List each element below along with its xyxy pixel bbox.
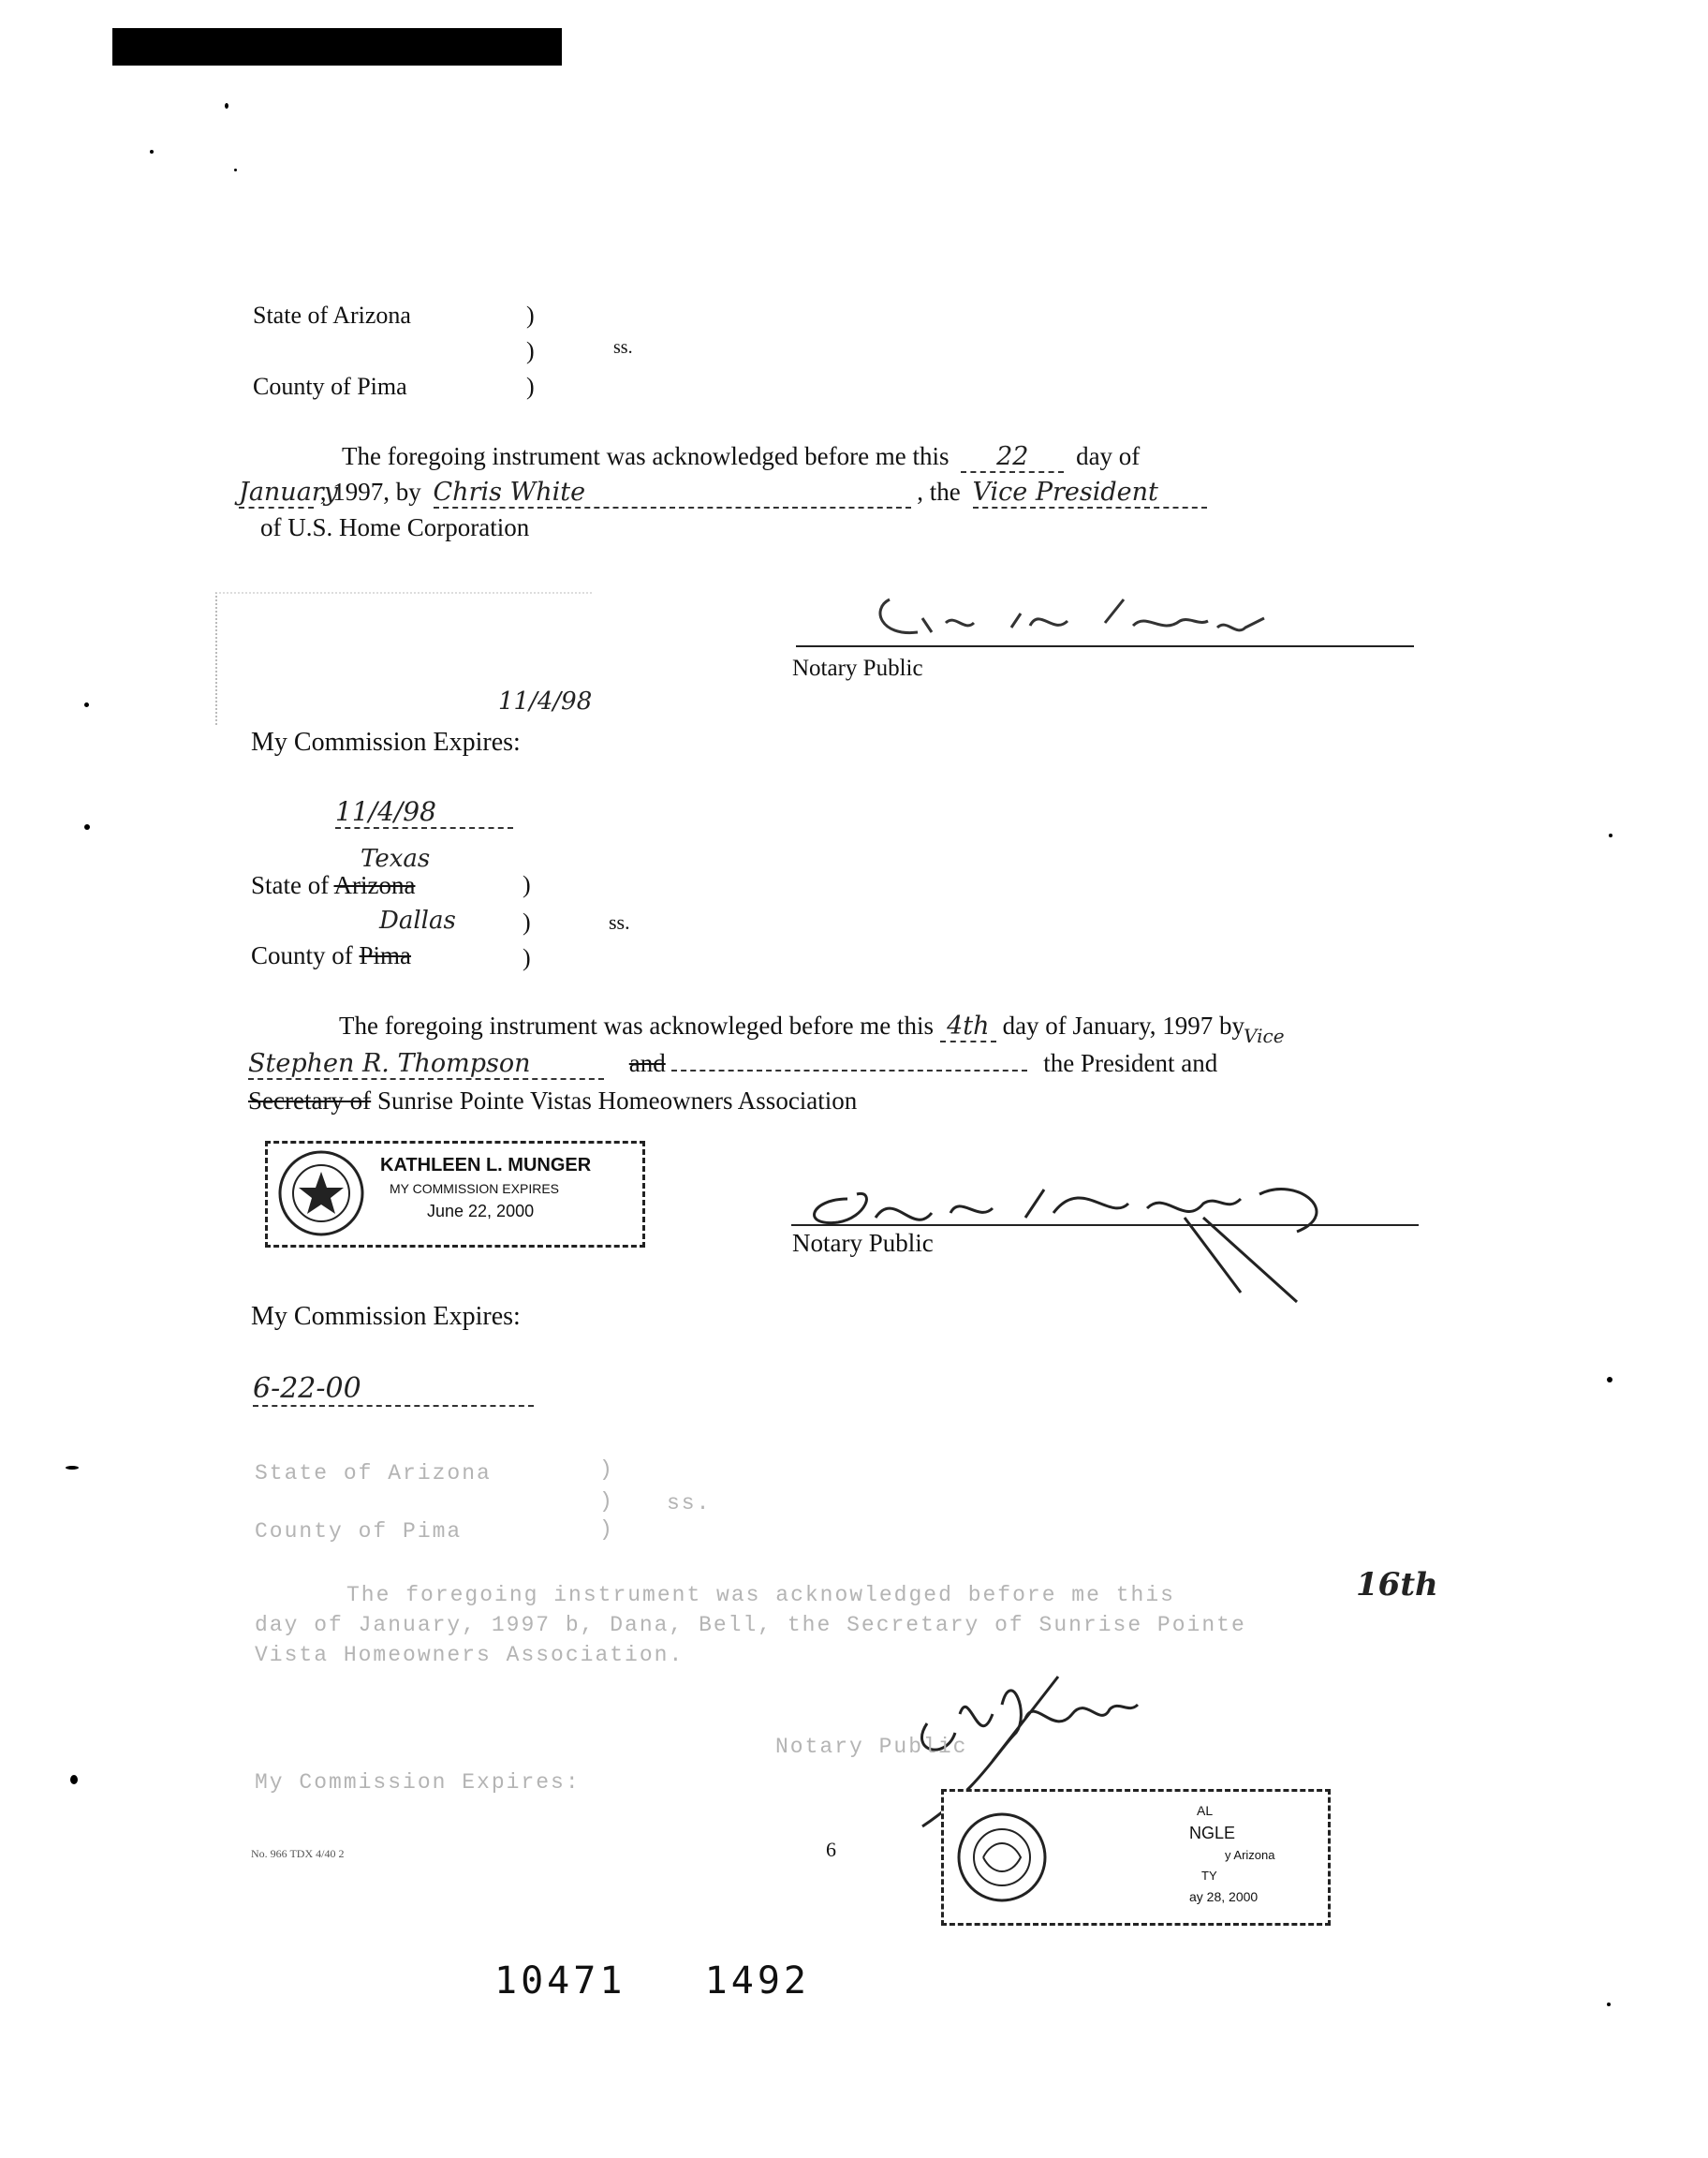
handwritten-signer: Chris White bbox=[434, 478, 911, 509]
ack-line-b3-3: Vista Homeowners Association. bbox=[255, 1643, 685, 1667]
scan-speck bbox=[70, 1775, 78, 1784]
commission-expires-label-2: My Commission Expires: bbox=[251, 1302, 521, 1331]
association-name: Sunrise Pointe Vistas Homeowners Association bbox=[376, 1086, 858, 1115]
county-label-2 bbox=[251, 941, 411, 970]
county-label-1: County of Pima bbox=[253, 373, 407, 400]
redaction-bar bbox=[112, 28, 562, 66]
and-struck: and bbox=[628, 1049, 666, 1077]
notary-signature-3 bbox=[824, 1648, 1199, 1808]
seal-date: 11/4/98 bbox=[498, 687, 593, 716]
paren: ) bbox=[523, 909, 531, 936]
notary-public-label-1: Notary Public bbox=[792, 656, 923, 681]
county-prefix: County of bbox=[251, 941, 353, 969]
paren: ) bbox=[523, 871, 531, 898]
stamp3-line3: y Arizona bbox=[1225, 1848, 1275, 1862]
ack-text-b: day of January, 1997 by bbox=[1002, 1012, 1245, 1040]
notary-signature-1 bbox=[796, 581, 1414, 656]
scan-speck bbox=[150, 150, 154, 154]
form-number: No. 966 TDX 4/40 2 bbox=[251, 1847, 345, 1860]
commission-expires-label-1: My Commission Expires: bbox=[251, 728, 521, 757]
state-label-1: State of Arizona bbox=[253, 302, 411, 329]
ack-line-b2-2 bbox=[248, 1049, 1217, 1080]
commission-expires-label-3: My Commission Expires: bbox=[255, 1770, 581, 1795]
ack-line-b2-3 bbox=[248, 1086, 857, 1116]
state-handwritten: Texas bbox=[361, 845, 431, 873]
day-of-text: day of bbox=[1076, 442, 1141, 470]
recording-number: 10471 1492 bbox=[494, 1959, 810, 2003]
the-text: , the bbox=[917, 478, 961, 506]
ack-line-b2-1 bbox=[339, 1012, 1244, 1042]
stamp3-line5: ay 28, 2000 bbox=[1189, 1889, 1259, 1904]
handwritten-day-3: 16th bbox=[1356, 1566, 1438, 1604]
scan-speck bbox=[225, 103, 228, 109]
ack-text-a: The foregoing instrument was acknowleged before me this bbox=[339, 1012, 935, 1040]
ss-label-1: ss. bbox=[613, 337, 633, 358]
commission-expires-date-2: 6-22-00 bbox=[253, 1372, 534, 1407]
state-label-3: State of Arizona bbox=[255, 1461, 492, 1485]
scan-speck bbox=[1607, 1377, 1612, 1382]
paren: ) bbox=[526, 302, 535, 329]
scan-speck bbox=[1607, 2003, 1611, 2006]
scan-speck bbox=[1609, 834, 1612, 837]
scan-speck bbox=[234, 169, 237, 171]
ack-line-1 bbox=[342, 442, 1140, 473]
state-label-2 bbox=[251, 871, 415, 900]
state-prefix: State of bbox=[251, 871, 330, 899]
ss-label-3: ss. bbox=[667, 1491, 712, 1515]
notary-seal-icon bbox=[955, 1811, 1049, 1904]
paren: ) bbox=[523, 944, 531, 971]
notary-stamp-2 bbox=[265, 1141, 645, 1248]
handwritten-signer-2: Stephen R. Thompson bbox=[248, 1049, 604, 1080]
secretary-struck: Secretary of bbox=[248, 1086, 372, 1115]
county-struck: Pima bbox=[359, 941, 412, 969]
county-label-3: County of Pima bbox=[255, 1519, 463, 1544]
blank-line bbox=[671, 1070, 1027, 1072]
paren: ) bbox=[599, 1517, 614, 1542]
scan-speck bbox=[66, 1466, 79, 1470]
scan-speck bbox=[84, 702, 89, 707]
state-struck: Arizona bbox=[333, 871, 416, 899]
faded-notary-seal bbox=[215, 592, 592, 725]
ack-text: The foregoing instrument was acknowledged before me this bbox=[342, 442, 950, 470]
paren: ) bbox=[526, 337, 535, 364]
notary-stamp-3 bbox=[941, 1789, 1331, 1926]
stamp-line3: June 22, 2000 bbox=[427, 1202, 535, 1220]
ack-line-b3-1: The foregoing instrument was acknowledged before me this bbox=[346, 1583, 1175, 1607]
handwritten-month: January bbox=[239, 478, 338, 507]
page-number: 6 bbox=[826, 1838, 836, 1861]
stamp-line2: MY COMMISSION EXPIRES bbox=[390, 1181, 559, 1196]
paren: ) bbox=[599, 1489, 614, 1514]
scan-speck bbox=[84, 824, 90, 830]
ack-line-b3-2: day of January, 1997 b, Dana, Bell, the Secretary of Sunrise Pointe bbox=[255, 1613, 1246, 1637]
stamp3-line2: NGLE bbox=[1189, 1824, 1236, 1842]
notary-seal-icon bbox=[277, 1149, 366, 1238]
stamp-name: KATHLEEN L. MUNGER bbox=[380, 1155, 592, 1175]
ack-line-2 bbox=[239, 478, 1207, 509]
handwritten-day: 22 bbox=[961, 442, 1064, 473]
stamp3-line4: TY bbox=[1201, 1869, 1217, 1883]
the-president-text: the President and bbox=[1043, 1049, 1218, 1077]
handwritten-day-2: 4th bbox=[940, 1012, 996, 1042]
ss-label-2: ss. bbox=[609, 910, 630, 934]
vice-insert: Vice bbox=[1244, 1025, 1285, 1047]
commission-expires-date-1: 11/4/98 bbox=[335, 796, 513, 829]
year-by-text: , 1997, by bbox=[319, 478, 421, 506]
paren: ) bbox=[599, 1457, 614, 1482]
notary-public-label-3: Notary Public bbox=[775, 1735, 968, 1759]
handwritten-title: Vice President bbox=[973, 478, 1207, 509]
county-handwritten: Dallas bbox=[379, 907, 456, 935]
paren: ) bbox=[526, 373, 535, 400]
notary-public-label-2: Notary Public bbox=[792, 1229, 934, 1257]
corporation-line: of U.S. Home Corporation bbox=[260, 513, 530, 541]
stamp3-line1: AL bbox=[1197, 1803, 1214, 1818]
